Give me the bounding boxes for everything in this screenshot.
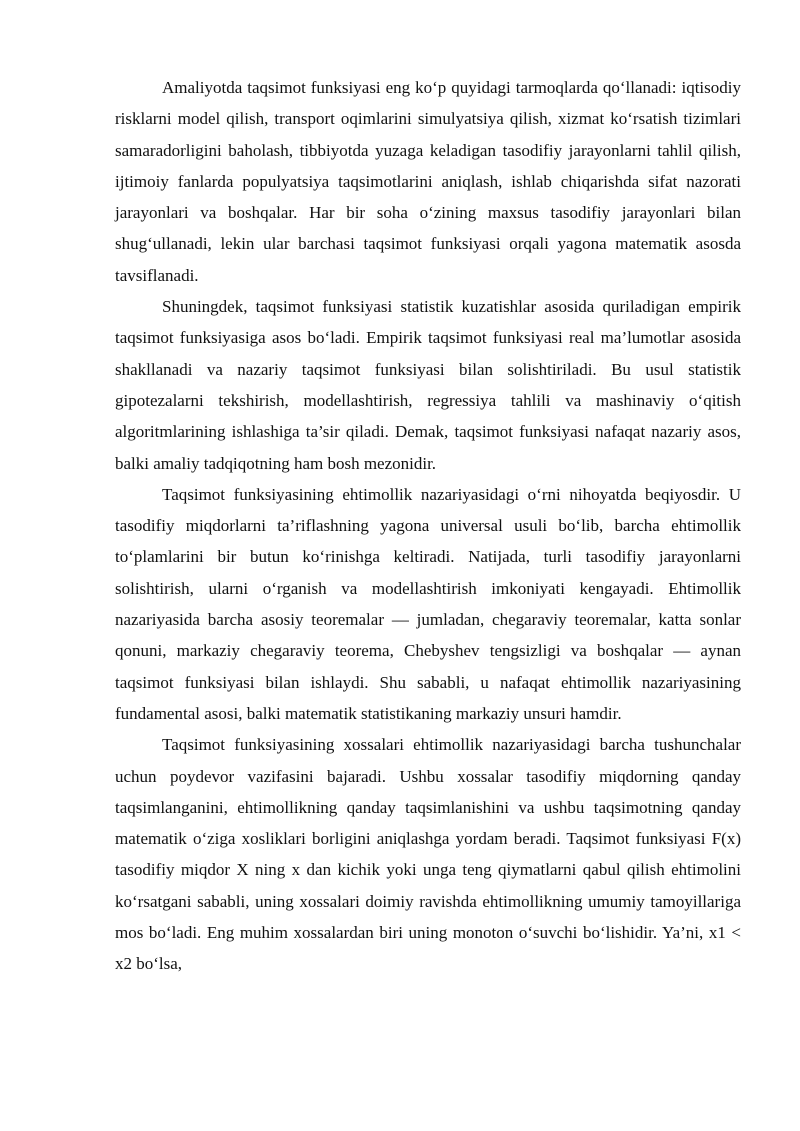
paragraph-properties: Taqsimot funksiyasining xossalari ehtimollik nazariyasidagi barcha tushunchalar uchun poydevor vazifasini bajaradi. Ushbu xossalar tasodifiy miqdorning qanday taqsimlanganini, ehtimollikning qanday taqsimlanishini va ushbu taqsimotning qanday matematik o‘ziga xosliklari borligini aniqlashga yordam beradi. Taqsimot funksiyasi F(x) tasodifiy miqdor X ning x dan kichik yoki unga teng qiymatlarni qabul qilish ehtimolini ko‘rsatgani sababli, uning xossalari doimiy ravishda ehtimollikning umumiy tamoyillariga mos bo‘ladi. Eng muhim xossalardan biri uning monoton o‘suvchi bo‘lishidir. Ya’ni, x1 < x2 bo‘lsa, bbox=[115, 735, 741, 974]
paragraph-role-in-probability-theory: Taqsimot funksiyasining ehtimollik nazariyasidagi o‘rni nihoyatda beqiyosdir. U tasodifiy miqdorlarni ta’riflashning yagona universal usuli bo‘lib, barcha ehtimollik to‘plamlarini bir butun ko‘rinishga keltiradi. Natijada, turli tasodifiy jarayonlarni solishtirish, ularni o‘rganish va modellashtirish imkoniyati kengayadi. Ehtimollik nazariyasida barcha asosiy teoremalar — jumladan, chegaraviy teoremalar, katta sonlar qonuni, markaziy chegaraviy teorema, Chebyshev tengsizligi va boshqalar — aynan taqsimot funksiyasi bilan ishlaydi. Shu sababli, u nafaqat ehtimollik nazariyasining fundamental asosi, balki matematik statistikaning markaziy unsuri hamdir. bbox=[115, 484, 741, 723]
paragraph-empirical-distribution: Shuningdek, taqsimot funksiyasi statistik kuzatishlar asosida quriladigan empirik taqsimot funksiyasiga asos bo‘ladi. Empirik taqsimot funksiyasi real ma’lumotlar asosida shakllanadi va nazariy taqsimot funksiyasi bilan solishtiriladi. Bu usul statistik gipotezalarni tekshirish, modellashtirish, regressiya tahlili va mashinaviy o‘qitish algoritmlarining ishlashiga ta’sir qiladi. Demak, taqsimot funksiyasi nafaqat nazariy asos, balki amaliy tadqiqotning ham bosh mezonidir. bbox=[115, 297, 741, 473]
paragraph-applications: Amaliyotda taqsimot funksiyasi eng ko‘p quyidagi tarmoqlarda qo‘llanadi: iqtisodiy risklarni model qilish, transport oqimlarini simulyatsiya qilish, xizmat ko‘rsatish tizimlari samaradorligini baholash, tibbiyotda yuzaga keladigan tasodifiy jarayonlarni tahlil qilish, ijtimoiy fanlarda populyatsiya taqsimotlarini aniqlash, ishlab chiqarishda sifat nazorati jarayonlari va boshqalar. Har bir soha o‘zining maxsus tasodifiy jarayonlari bilan shug‘ullanadi, lekin ular barchasi taqsimot funksiyasi orqali yagona matematik asosda tavsiflanadi. bbox=[115, 78, 741, 285]
document-page bbox=[115, 72, 741, 980]
